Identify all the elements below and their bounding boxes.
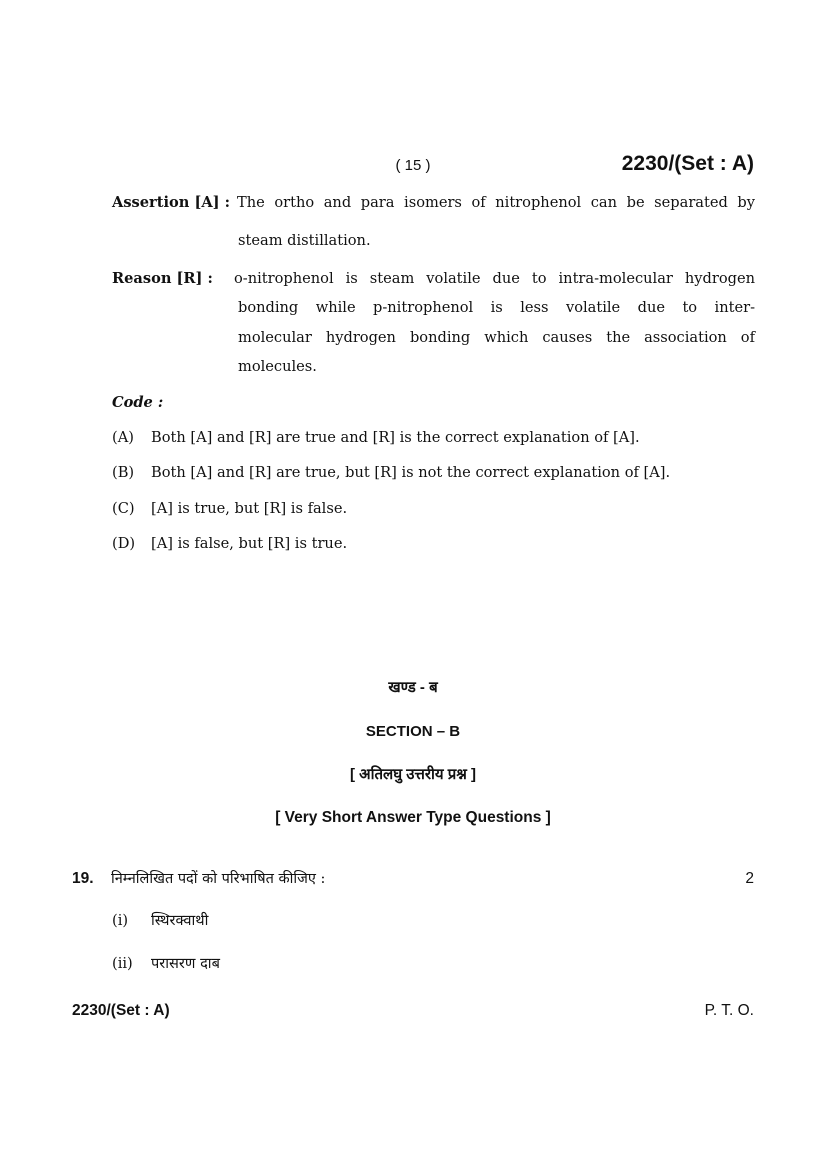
footer-pto: P. T. O.	[704, 1002, 754, 1019]
page-number: ( 15 )	[395, 157, 431, 174]
option-a-text: Both [A] and [R] are true and [R] is the correct explanation of [A].	[151, 429, 640, 446]
question-text: निम्नलिखित पदों को परिभाषित कीजिए :	[111, 871, 326, 887]
option-d-text: [A] is false, but [R] is true.	[151, 535, 348, 552]
option-c-text: [A] is true, but [R] is false.	[151, 500, 348, 517]
reason-line-2: bonding while p-nitrophenol is less volatile due to inter-	[238, 299, 755, 316]
section-hindi-subtitle: [ अतिलघु उत्तरीय प्रश्न ]	[349, 766, 477, 783]
section-hindi-title: खण्ड - ब	[388, 679, 438, 696]
part-ii-label: (ii)	[112, 955, 133, 972]
section-title: SECTION – B	[365, 723, 461, 740]
footer-paper-code: 2230/(Set : A)	[72, 1002, 170, 1019]
assertion-label: Assertion [A] :	[112, 194, 231, 211]
option-d-label: (D)	[112, 535, 136, 552]
question-marks: 2	[745, 870, 754, 887]
code-label: Code :	[112, 394, 164, 411]
section-subtitle: [ Very Short Answer Type Questions ]	[275, 809, 551, 826]
option-b-label: (B)	[112, 464, 135, 481]
question-number: 19.	[72, 870, 94, 887]
part-i-label: (i)	[112, 912, 129, 929]
option-a-label: (A)	[112, 429, 134, 446]
reason-line-4: molecules.	[238, 358, 317, 375]
assertion-line-1: The ortho and para isomers of nitrophenol can be separated by	[237, 194, 755, 211]
part-ii-text: परासरण दाब	[151, 955, 220, 972]
reason-line-1: o-nitrophenol is steam volatile due to intra-molecular hydrogen	[234, 270, 755, 287]
reason-line-3: molecular hydrogen bonding which causes the association of	[238, 329, 755, 346]
option-b-text: Both [A] and [R] are true, but [R] is not the correct explanation of [A].	[151, 464, 671, 481]
option-c-label: (C)	[112, 500, 135, 517]
reason-label: Reason [R] :	[112, 270, 213, 287]
paper-code-header: 2230/(Set : A)	[621, 152, 754, 175]
part-i-text: स्थिरक्वाथी	[151, 912, 209, 929]
assertion-line-2: steam distillation.	[238, 232, 371, 249]
